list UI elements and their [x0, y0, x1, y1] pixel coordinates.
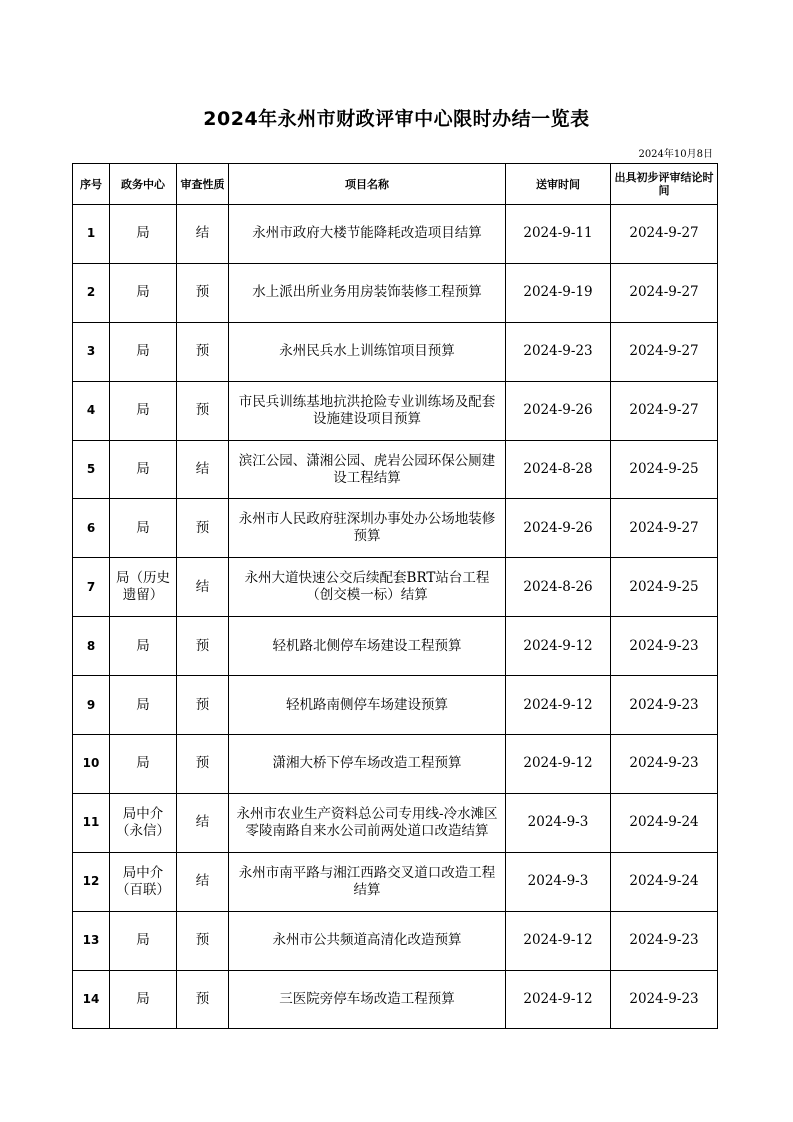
- header-nature: 审查性质: [177, 164, 229, 205]
- row-project-name: 永州市南平路与湘江西路交叉道口改造工程结算: [229, 852, 506, 911]
- table-row: [73, 676, 718, 735]
- row-center: 局: [110, 205, 177, 264]
- row-project-name: 永州市公共频道高清化改造预算: [229, 911, 506, 970]
- row-project-name: 市民兵训练基地抗洪抢险专业训练场及配套设施建设项目预算: [229, 381, 506, 440]
- row-index: 1: [73, 205, 110, 264]
- row-center: 局: [110, 263, 177, 322]
- row-concluded: 2024-9-25: [611, 440, 718, 499]
- table-row: [73, 263, 718, 322]
- row-project-name: 轻机路南侧停车场建设预算: [229, 676, 506, 735]
- row-index: 14: [73, 970, 110, 1029]
- row-nature: 结: [177, 852, 229, 911]
- table-row: [73, 852, 718, 911]
- row-concluded: 2024-9-27: [611, 205, 718, 264]
- table-row: [73, 381, 718, 440]
- row-project-name: 潇湘大桥下停车场改造工程预算: [229, 735, 506, 794]
- row-center: 局: [110, 322, 177, 381]
- row-index: 6: [73, 499, 110, 558]
- row-index: 4: [73, 381, 110, 440]
- row-submitted: 2024-9-23: [506, 322, 611, 381]
- row-concluded: 2024-9-23: [611, 911, 718, 970]
- row-submitted: 2024-9-12: [506, 911, 611, 970]
- row-submitted: 2024-9-12: [506, 970, 611, 1029]
- row-concluded: 2024-9-27: [611, 381, 718, 440]
- row-concluded: 2024-9-23: [611, 676, 718, 735]
- row-nature: 预: [177, 263, 229, 322]
- row-center: 局: [110, 617, 177, 676]
- row-nature: 预: [177, 322, 229, 381]
- row-center: 局: [110, 911, 177, 970]
- row-nature: 结: [177, 440, 229, 499]
- row-project-name: 水上派出所业务用房装饰装修工程预算: [229, 263, 506, 322]
- row-submitted: 2024-9-11: [506, 205, 611, 264]
- row-center: 局: [110, 381, 177, 440]
- row-project-name: 永州大道快速公交后续配套BRT站台工程（创交模一标）结算: [229, 558, 506, 617]
- table-row: [73, 205, 718, 264]
- row-center: 局中介（永信）: [110, 793, 177, 852]
- row-index: 7: [73, 558, 110, 617]
- table-row: [73, 617, 718, 676]
- row-concluded: 2024-9-25: [611, 558, 718, 617]
- row-index: 5: [73, 440, 110, 499]
- row-concluded: 2024-9-27: [611, 263, 718, 322]
- row-concluded: 2024-9-27: [611, 499, 718, 558]
- table-row: [73, 911, 718, 970]
- row-nature: 预: [177, 499, 229, 558]
- header-submitted: 送审时间: [506, 164, 611, 205]
- row-center: 局（历史遗留）: [110, 558, 177, 617]
- row-project-name: 三医院旁停车场改造工程预算: [229, 970, 506, 1029]
- row-center: 局: [110, 735, 177, 794]
- header-index: 序号: [73, 164, 110, 205]
- row-project-name: 滨江公园、潇湘公园、虎岩公园环保公厕建设工程结算: [229, 440, 506, 499]
- table-row: [73, 499, 718, 558]
- row-center: 局: [110, 440, 177, 499]
- table-row: [73, 558, 718, 617]
- row-nature: 预: [177, 617, 229, 676]
- row-submitted: 2024-9-19: [506, 263, 611, 322]
- row-index: 12: [73, 852, 110, 911]
- table-row: [73, 793, 718, 852]
- row-submitted: 2024-8-26: [506, 558, 611, 617]
- row-center: 局: [110, 676, 177, 735]
- row-project-name: 永州民兵水上训练馆项目预算: [229, 322, 506, 381]
- row-index: 2: [73, 263, 110, 322]
- header-concluded: 出具初步评审结论时间: [611, 164, 718, 205]
- table-row: [73, 735, 718, 794]
- header-center: 政务中心: [110, 164, 177, 205]
- row-project-name: 永州市农业生产资料总公司专用线-冷水滩区零陵南路自来水公司前两处道口改造结算: [229, 793, 506, 852]
- row-index: 11: [73, 793, 110, 852]
- row-index: 10: [73, 735, 110, 794]
- table-header-row: [73, 164, 718, 205]
- row-submitted: 2024-9-3: [506, 852, 611, 911]
- row-nature: 结: [177, 205, 229, 264]
- table-row: [73, 440, 718, 499]
- row-nature: 预: [177, 735, 229, 794]
- row-index: 3: [73, 322, 110, 381]
- row-submitted: 2024-9-12: [506, 617, 611, 676]
- row-submitted: 2024-9-12: [506, 735, 611, 794]
- results-table: [72, 163, 718, 1029]
- row-index: 8: [73, 617, 110, 676]
- row-project-name: 轻机路北侧停车场建设工程预算: [229, 617, 506, 676]
- row-index: 9: [73, 676, 110, 735]
- row-center: 局: [110, 499, 177, 558]
- page-title: 2024年永州市财政评审中心限时办结一览表: [203, 108, 590, 130]
- row-nature: 预: [177, 676, 229, 735]
- row-concluded: 2024-9-24: [611, 793, 718, 852]
- row-project-name: 永州市人民政府驻深圳办事处办公场地装修预算: [229, 499, 506, 558]
- row-submitted: 2024-9-3: [506, 793, 611, 852]
- row-submitted: 2024-9-26: [506, 381, 611, 440]
- row-center: 局: [110, 970, 177, 1029]
- row-nature: 结: [177, 793, 229, 852]
- header-project-name: 项目名称: [229, 164, 506, 205]
- row-index: 13: [73, 911, 110, 970]
- row-concluded: 2024-9-23: [611, 617, 718, 676]
- row-concluded: 2024-9-23: [611, 970, 718, 1029]
- row-center: 局中介（百联）: [110, 852, 177, 911]
- row-submitted: 2024-8-28: [506, 440, 611, 499]
- table-row: [73, 970, 718, 1029]
- row-nature: 预: [177, 970, 229, 1029]
- row-concluded: 2024-9-24: [611, 852, 718, 911]
- row-nature: 结: [177, 558, 229, 617]
- row-concluded: 2024-9-27: [611, 322, 718, 381]
- row-submitted: 2024-9-12: [506, 676, 611, 735]
- row-nature: 预: [177, 911, 229, 970]
- row-project-name: 永州市政府大楼节能降耗改造项目结算: [229, 205, 506, 264]
- report-date: 2024年10月8日: [638, 149, 713, 160]
- row-concluded: 2024-9-23: [611, 735, 718, 794]
- row-nature: 预: [177, 381, 229, 440]
- table-row: [73, 322, 718, 381]
- row-submitted: 2024-9-26: [506, 499, 611, 558]
